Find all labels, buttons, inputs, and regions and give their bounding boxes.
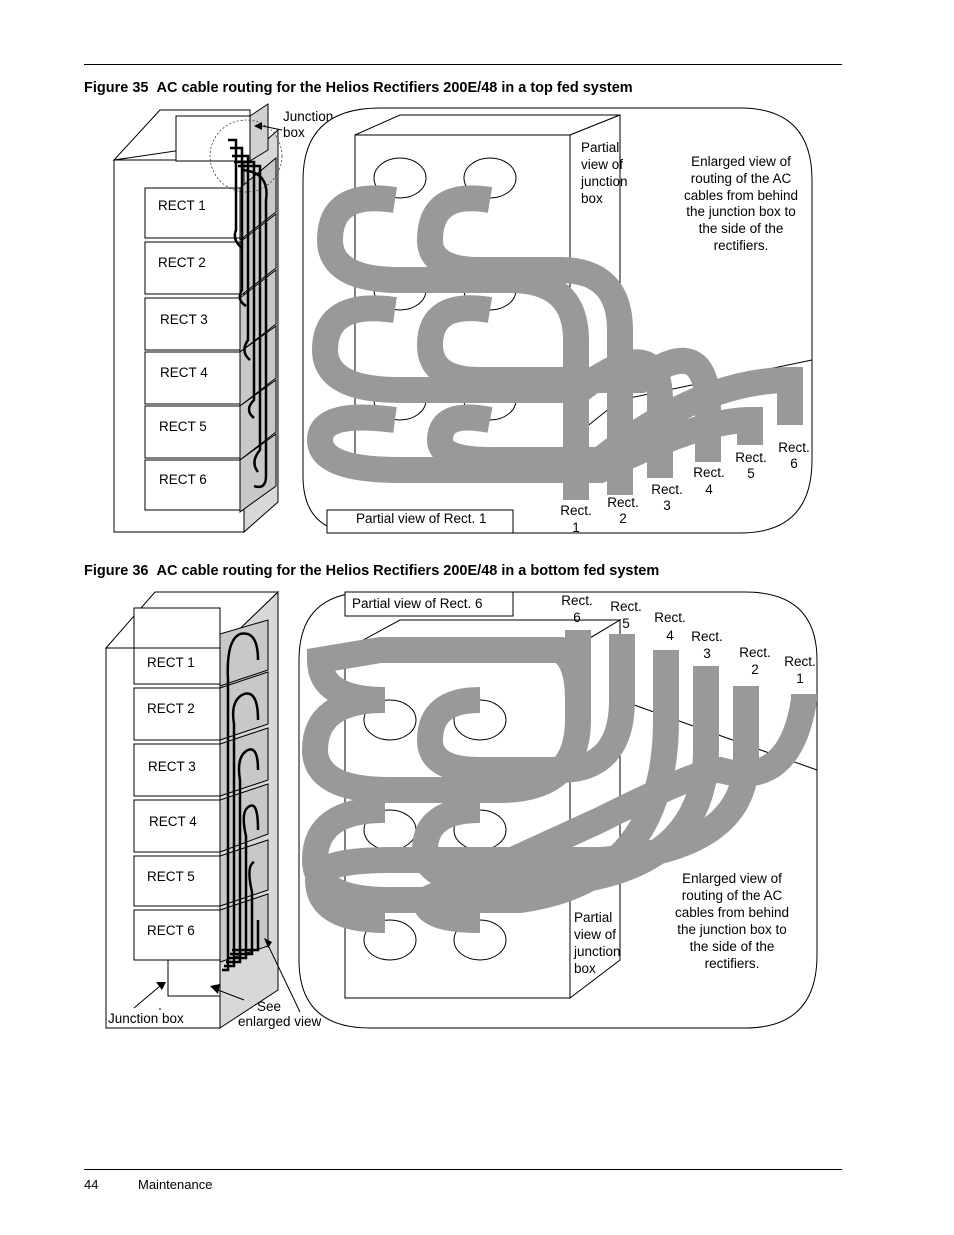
figure35-rect-label: RECT 5: [159, 419, 207, 434]
figure36-enlarged-line: cables from behind: [674, 905, 790, 920]
figure36-cable-label: 1: [796, 671, 804, 686]
figure35-rect-label: RECT 4: [160, 365, 208, 380]
figure36-rect-label: RECT 1: [147, 655, 195, 670]
page-number: 44: [84, 1177, 99, 1192]
figure36-title: AC cable routing for the Helios Rectifiers 200E/48 in a bottom fed system: [156, 563, 660, 579]
figure36-rect-label: RECT 4: [149, 814, 197, 829]
figure36-rect-label: RECT 6: [147, 923, 195, 938]
figure36-partial-junction: box: [574, 961, 596, 976]
figure35-partial-junction: box: [581, 191, 603, 206]
figure35-label: Figure 35: [84, 80, 149, 96]
figure36-enlarged-line: the junction box to: [677, 922, 787, 937]
figure35-cable-label: Rect.: [651, 482, 683, 497]
figure35-cable-label: Rect.: [735, 450, 767, 465]
figure36-cable-label: Rect.: [610, 599, 642, 614]
figure35-rect-label: RECT 6: [159, 472, 207, 487]
figure36-cable-label: Rect.: [691, 629, 723, 644]
figure35-junction-label: Junction: [283, 109, 334, 124]
figure35-rect-label: RECT 2: [158, 255, 206, 270]
figure35-enlarged-line: the junction box to: [686, 204, 796, 219]
figure35-junction-label: box: [283, 125, 305, 140]
figure36-see-enlarged: See: [257, 999, 282, 1014]
figure36-enlarged-line: rectifiers.: [704, 956, 760, 971]
figure35-enlarged-line: routing of the AC: [690, 171, 792, 186]
footer-section: Maintenance: [138, 1177, 213, 1192]
figure35-partial-junction: junction: [581, 174, 628, 189]
figure35-cable-label: Rect.: [560, 503, 592, 518]
figure36-partial-junction: junction: [574, 944, 621, 959]
figure36-cable-label: 6: [573, 610, 581, 625]
figure36-partial-junction: view of: [574, 927, 617, 942]
figure36-enlarged-line: the side of the: [689, 939, 775, 954]
figure35-cable-label: Rect.: [778, 440, 810, 455]
figure36-cable-label: 4: [666, 628, 674, 643]
figure35-partial-junction: Partial: [581, 140, 620, 155]
figure35-partial-rect: Partial view of Rect. 1: [356, 511, 487, 526]
figure36-caption: [84, 563, 659, 579]
figure36-cable-label: Rect.: [784, 654, 816, 669]
figure36-cable-label: 5: [622, 616, 630, 631]
figure36-rect-label: RECT 5: [147, 869, 195, 884]
footer-rule: [84, 1169, 842, 1170]
figure35-cable-label: Rect.: [693, 465, 725, 480]
figure36-partial-junction: Partial: [574, 910, 613, 925]
figure35-cable-label: Rect.: [607, 495, 639, 510]
figure35-cable-label: 5: [747, 466, 755, 481]
figure36-rect-label: RECT 3: [148, 759, 196, 774]
figure35-title: AC cable routing for the Helios Rectifiers 200E/48 in a top fed system: [156, 80, 633, 96]
figure35-rect-label: RECT 3: [160, 312, 208, 327]
figure36-label: Figure 36: [84, 563, 149, 579]
figure36-cable-label: 2: [751, 662, 759, 677]
figure35-rect-label: RECT 1: [158, 198, 206, 213]
figure36-cable-label: Rect.: [654, 610, 686, 625]
figure35-cable-label: 4: [705, 482, 713, 497]
figure36-see-enlarged: enlarged view: [238, 1014, 322, 1029]
figure35-partial-junction: view of: [581, 157, 624, 172]
figure36-svg: [0, 580, 954, 1040]
figure36-rect-modules: [134, 620, 268, 962]
figure35-enlarged-line: the side of the: [698, 221, 784, 236]
figure36-rect-label: RECT 2: [147, 701, 195, 716]
figure35-cable-label: 6: [790, 456, 798, 471]
figure36-enlarged-line: Enlarged view of: [682, 871, 782, 886]
figure35-cable-label: 1: [572, 520, 580, 535]
figure36-cable-label: Rect.: [739, 645, 771, 660]
figure36-enlarged-line: routing of the AC: [681, 888, 783, 903]
figure36-partial-rect: Partial view of Rect. 6: [352, 596, 483, 611]
figure36-cable-label: Rect.: [561, 593, 593, 608]
figure36-cable-label: 3: [703, 646, 711, 661]
figure35-cable-label: 3: [663, 498, 671, 513]
figure36-junction-label: Junction box: [108, 1011, 184, 1026]
figure35-cable-label: 2: [619, 511, 627, 526]
figure35-svg: [0, 0, 954, 560]
figure35-enlarged-line: rectifiers.: [713, 238, 769, 253]
figure35-enlarged-line: cables from behind: [683, 188, 799, 203]
figure35-enlarged-line: Enlarged view of: [691, 154, 791, 169]
